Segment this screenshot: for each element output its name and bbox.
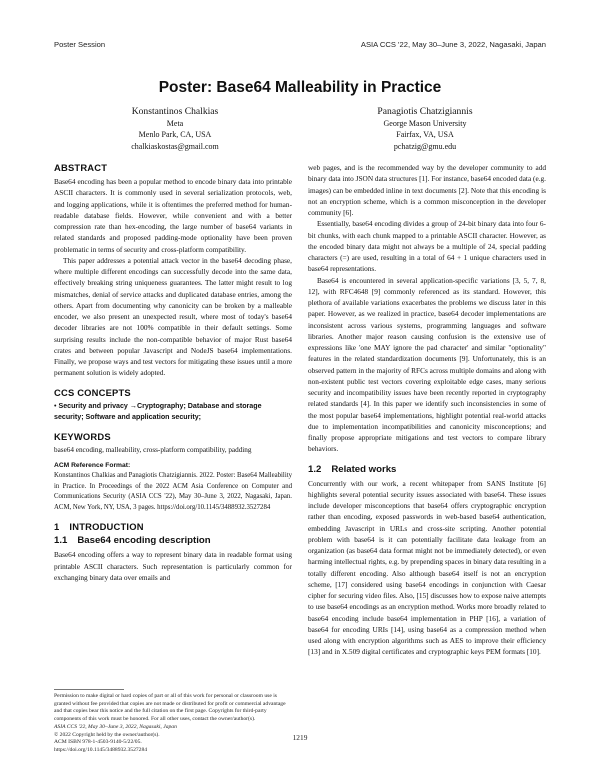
paper-title: Poster: Base64 Malleability in Practice — [158, 79, 442, 96]
running-header — [54, 40, 546, 52]
author-affiliation: Meta — [166, 119, 184, 128]
subsection-title: Base64 encoding description — [77, 535, 211, 547]
section-title: INTRODUCTION — [69, 521, 144, 533]
header-left: Poster Session — [54, 40, 106, 49]
abstract-paragraph-1: Base64 encoding has been a popular method to encode binary data into printable ASCII characters. It is commonly used in several serialization protocols, web, and logging applications, while it is oftentimes the preferred method for human-readable database fields. However, while convenient and with a better compression rate than hex-encoding, the large number of base64 variants in related standards and proposed padding-mode optionality have been proven problematic in terms of security and cross-platform compatibility. — [54, 177, 292, 254]
abstract-paragraph-2: This paper addresses a potential attack vector in the base64 decoding phase, where multiple different encodings can successfully decode into the same data, effectively breaking string uniqueness guarantees. The latter might result to log mismatches, denial of service attacks and duplicated database entries, among the others. Apart from documenting why canonicity can be broken by a malleable encoder, we also present an unexpected result, where most of today's base64 decoder libraries are not 100% compatible in their default settings. Some surprising results include the non-compatible behavior of major Rust base64 crates and between popular Javascript and NodeJS base64 implementations. Finally, we propose ways and test vectors for mitigating these issues until a more permanent solution is widely adopted. — [54, 255, 292, 378]
introduction-heading — [54, 521, 292, 532]
acm-reference-label: ACM Reference Format: — [54, 461, 131, 469]
subsection-heading-1-2 — [308, 464, 546, 475]
acm-reference — [54, 461, 292, 514]
author-block-2 — [315, 106, 535, 152]
author-email: chalkiaskostas@gmail.com — [131, 141, 219, 151]
footnote-doi: https://doi.org/10.1145/3488932.3527284 — [54, 746, 148, 753]
author-block-1 — [65, 106, 285, 152]
footnote-rule — [54, 689, 124, 690]
author-name: Panagiotis Chatzigiannis — [377, 106, 473, 117]
author-email: pchatzig@gmu.edu — [393, 141, 457, 151]
related-works-paragraph: Concurrently with our work, a recent whitepaper from SANS Institute [6] highlights several potential security issues associated with base64. These issues include developer misconceptions that base64 offers cryptographic encryption rather than encoding, exposed passwords in web-based base64 authentication, embedding Javascript in URLs and cross-site scripting. Another potential problem with base64 is it can potentially facilitate data leakage from an organization (as base64 data format might not be immediately detected), or even harming intellectual rights, e.g. by prepending spaces in binary data resulting in a totally different encoding. Also although base64 itself is not an encryption scheme, [17] considered using base64 encodings in conjunction with Caesar cipher for securing video files. Also, [15] discusses how to expose naive attempts to use base64 encodings as an encryption method. Works more broadly related to base64 encoding include base64 implementation in PHP [16], a variation of base64 for encoding URIs [14], using base64 as a compression method when used along with encryption algorithms such as AES to improve their efficiency [13] and in X.509 digital certificates and cryptographic keys PEM formats [10]. — [308, 478, 546, 657]
intro-paragraph-1: Base64 encoding offers a way to represent binary data in readable format using printable ASCII characters. Such representation is particularly common for exchanging binary data over emails and — [54, 550, 292, 582]
footnote-permission: Permission to make digital or hard copies of part or all of this work for personal or classroom use is granted without fee provided that copies are not made or distributed for profit or commercial advantage and that copies bear this notice and the full citation on the first page. Copyrights for third-party components of this work must be honored. For all other uses, contact the owner/author(s). — [54, 693, 286, 723]
ccs-heading: CCS CONCEPTS — [54, 386, 131, 398]
page-number: 1219 — [292, 733, 308, 742]
author-location: Menlo Park, CA, USA — [138, 130, 212, 140]
intro-paragraph-continued: web pages, and is the recommended way by the developer community to add binary data into JSON data structures [1]. For instance, base64 encoded data (e.g. images) can be embedded inline in text documents [2]. Note that this encoding is not an encryption scheme, which is a common misconception in the developer community [6]. — [308, 163, 546, 217]
copyright-footnote — [54, 689, 292, 755]
footnote-copyright: © 2022 Copyright held by the owner/author(s). — [54, 731, 160, 738]
keywords-heading: KEYWORDS — [54, 430, 111, 442]
subsection-title: Related works — [331, 463, 397, 475]
header-right: ASIA CCS '22, May 30–June 3, 2022, Nagasaki, Japan — [360, 40, 546, 49]
subsection-heading-1-1 — [54, 535, 292, 546]
author-name: Konstantinos Chalkias — [131, 106, 219, 117]
section-number: 1 — [54, 521, 60, 533]
ccs-concept-primary: Security and privacy — [58, 401, 128, 410]
ccs-bullet: • — [54, 401, 57, 410]
left-column — [54, 162, 292, 583]
abstract-heading: ABSTRACT — [54, 162, 108, 173]
right-column — [308, 162, 546, 658]
footnote-isbn: ACM ISBN 978-1-4503-9140-5/22/05. — [54, 739, 142, 746]
ccs-arrow: → — [129, 401, 137, 410]
subsection-number: 1.1 — [54, 535, 68, 547]
footnote-venue: ASIA CCS '22, May 30–June 3, 2022, Nagasaki, Japan — [54, 723, 177, 730]
intro-paragraph-3: Base64 is encountered in several application-specific variations [3, 5, 7, 8, 12], with RFC4648 [9] commonly referenced as its standard. However, this plethora of available variations exacerbates the problems we discuss later in this paper. However, as we realized in practice, base64 decoder implementations are inconsistent across various systems, programming languages and software libraries. Another major reason causing confusion is the extensive use of expressions like 'one MAY ignore the pad character' and similar "optionality" features in the related standardization documents [9]. Unfortunately, this is an observed pattern in the majority of RFCs across multiple domains and along with non-existent public test vectors covering exploitable edge cases, many serious security and incompatibility issues have been recently reported in cryptography related standards [4]. In this paper we identify such inconsistencies in some of the most popular base64 implementations, highlight potential real-world attacks due to implementation incompatibilities and canonicity misconceptions; and finally propose appropriate mitigations and test vectors to compare library behaviors. — [308, 275, 546, 454]
ccs-concepts — [54, 401, 292, 423]
acm-reference-citation: Konstantinos Chalkias and Panagiotis Chatzigiannis. 2022. Poster: Base64 Malleability in Practice. In Proceedings of the 2022 ACM Asia Conference on Computer and Communications Security (ASIA CCS '22), May 30–June 3, 2022, Nagasaki, Japan. ACM, New York, NY, USA, 3 pages. https://doi.org/10.1145/3488932.3527284 — [54, 472, 292, 511]
author-location: Fairfax, VA, USA — [396, 130, 454, 140]
subsection-number: 1.2 — [308, 463, 322, 475]
ccs-concept-secondary: Cryptography; Database and storage security; Software and application security; — [54, 401, 262, 421]
keywords-text: base64 encoding, malleability, cross-platform compatibility, padding — [54, 445, 252, 454]
author-affiliation: George Mason University — [383, 119, 467, 128]
intro-paragraph-2: Essentially, base64 encoding divides a group of 24-bit binary data into four 6-bit chunks, with each chunk mapped to a printable ASCII character. However, as the encoded binary data might not always be a multiple of 24, special padding characters (=) are used, resulting in a total of 64 + 1 unique characters used in base64 representations. — [308, 219, 546, 274]
